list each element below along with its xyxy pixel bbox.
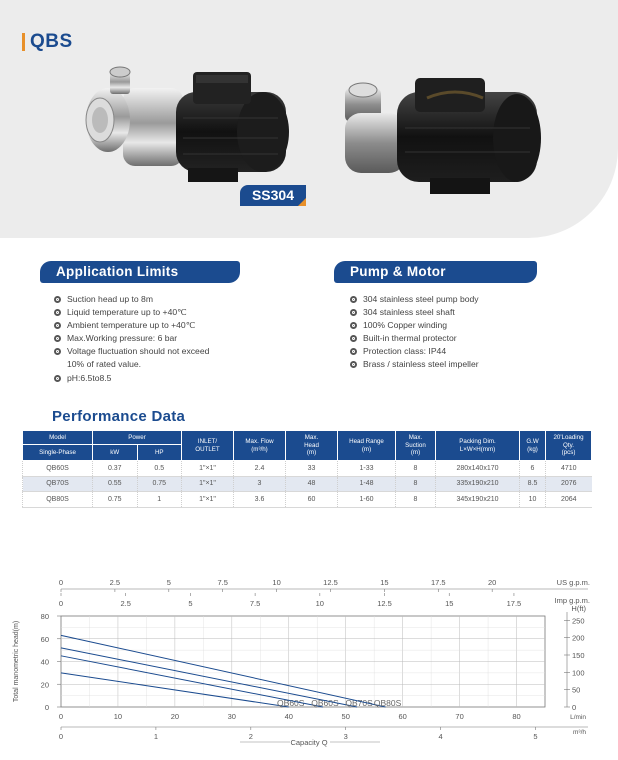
bullet-icon	[54, 335, 61, 342]
header-phase: Single-Phase	[23, 445, 93, 461]
header-head-range: Head Range (m)	[338, 431, 396, 461]
performance-chart	[0, 575, 618, 760]
y-tick-label: 80	[40, 612, 49, 621]
header-inlet: INLET/ OUTLET	[182, 431, 234, 461]
m3h-tick-label: 5	[533, 732, 538, 741]
table-cell: QB60S	[23, 461, 93, 477]
page-title	[22, 31, 73, 53]
header-model: Model	[23, 431, 93, 445]
lmin-unit: L/min	[570, 714, 586, 721]
usgpm-tick-label: 15	[380, 578, 389, 587]
list-item: Voltage fluctuation should not exceed	[54, 345, 294, 358]
bullet-icon	[350, 296, 357, 303]
bullet-icon	[54, 348, 61, 355]
list-item: Liquid temperature up to +40℃	[54, 306, 294, 319]
table-cell: 4710	[546, 461, 592, 477]
pump-motor-heading: Pump & Motor	[334, 261, 537, 283]
table-cell: 8	[396, 461, 436, 477]
table-cell: 3.6	[234, 492, 286, 508]
pump-motor-list	[350, 293, 590, 372]
bullet-icon	[54, 309, 61, 316]
series-label: QB60S	[277, 698, 305, 708]
list-item: 304 stainless steel shaft	[350, 306, 590, 319]
usgpm-tick-label: 0	[58, 578, 64, 587]
table-cell: 1"×1"	[182, 492, 234, 508]
title-text: QBS	[30, 31, 73, 52]
table-cell: 335x190x210	[436, 476, 520, 492]
m3h-unit: m³/h	[573, 729, 586, 736]
table-cell: 8.5	[520, 476, 546, 492]
table-cell: 0.55	[93, 476, 138, 492]
table-cell: 2.4	[234, 461, 286, 477]
table-cell: 3	[234, 476, 286, 492]
table-cell: 0.75	[93, 492, 138, 508]
list-item: pH:6.5to8.5	[54, 372, 294, 385]
impgpm-tick-label: 17.5	[506, 599, 522, 608]
table-cell: 2064	[546, 492, 592, 508]
pump-image-right	[335, 68, 545, 208]
lmin-tick-label: 30	[227, 712, 236, 721]
right-tick-label: 250	[572, 616, 585, 626]
header-head: Max. Head (m)	[286, 431, 338, 461]
impgpm-tick-label: 10	[315, 599, 324, 608]
impgpm-tick-label: 7.5	[249, 599, 261, 608]
lmin-tick-label: 50	[341, 712, 350, 721]
lmin-tick-label: 70	[455, 712, 464, 721]
table-cell: 33	[286, 461, 338, 477]
lmin-tick-label: 80	[512, 712, 521, 721]
y-tick-label: 0	[44, 703, 49, 712]
list-item: Brass / stainless steel impeller	[350, 358, 590, 371]
bullet-icon	[350, 309, 357, 316]
usgpm-tick-label: 20	[488, 578, 497, 587]
table-cell: 8	[396, 492, 436, 508]
usgpm-tick-label: 17.5	[430, 578, 446, 587]
table-cell: 1	[137, 492, 182, 508]
right-tick-label: 100	[572, 668, 585, 678]
list-item: Built-in thermal protector	[350, 332, 590, 345]
table-cell: 1-60	[338, 492, 396, 508]
header-suction: Max. Suction (m)	[396, 431, 436, 461]
impgpm-tick-label: 0	[58, 599, 64, 608]
y-axis-label: Total manometric head(m)	[13, 620, 20, 703]
application-limits-list	[54, 293, 294, 385]
header-gw: G.W (kg)	[520, 431, 546, 461]
table-cell: 10	[520, 492, 546, 508]
m3h-tick-label: 1	[153, 732, 158, 741]
header-power: Power	[93, 431, 182, 445]
right-tick-label: 50	[572, 685, 581, 695]
header-packing: Packing Dim. L×W×H(mm)	[436, 431, 520, 461]
application-limits-heading: Application Limits	[40, 261, 240, 283]
usgpm-tick-label: 7.5	[217, 578, 228, 587]
m3h-tick-label: 0	[58, 732, 64, 741]
usgpm-unit: US g.p.m.	[556, 578, 590, 587]
header-kw: kW	[93, 445, 138, 461]
impgpm-tick-label: 15	[445, 599, 454, 608]
table-cell: 6	[520, 461, 546, 477]
series-line-qb80s	[61, 635, 386, 707]
bullet-icon	[350, 348, 357, 355]
table-cell: 280x140x170	[436, 461, 520, 477]
table-cell: QB70S	[23, 476, 93, 492]
lmin-tick-label: 40	[284, 712, 293, 721]
table-cell: 48	[286, 476, 338, 492]
usgpm-tick-label: 2.5	[109, 578, 121, 587]
bullet-icon	[54, 322, 61, 329]
table-cell: QB80S	[23, 492, 93, 508]
usgpm-tick-label: 12.5	[323, 578, 338, 587]
list-item: Suction head up to 8m	[54, 293, 294, 306]
impgpm-tick-label: 2.5	[120, 599, 131, 608]
right-axis-unit: H(ft)	[571, 604, 586, 613]
y-tick-label: 20	[40, 680, 49, 690]
table-cell: 0.37	[93, 461, 138, 477]
table-cell: 1-48	[338, 476, 396, 492]
series-label: QB70S	[345, 698, 373, 708]
bullet-icon	[54, 375, 61, 382]
series-line-qb60s	[61, 656, 323, 707]
table-row	[23, 492, 592, 508]
bullet-icon	[350, 335, 357, 342]
table-cell: 1"×1"	[182, 476, 234, 492]
bullet-icon	[54, 296, 61, 303]
header-flow: Max. Flow (m³/h)	[234, 431, 286, 461]
header-hp: HP	[137, 445, 182, 461]
performance-title: Performance Data	[52, 408, 186, 425]
table-cell: 60	[286, 492, 338, 508]
m3h-tick-label: 4	[438, 732, 443, 741]
table-cell: 1"×1"	[182, 461, 234, 477]
lmin-tick-label: 0	[58, 712, 64, 721]
list-item: Max.Working pressure: 6 bar	[54, 332, 294, 345]
m3h-tick-label: 2	[248, 732, 253, 741]
list-item: Protection class: IP44	[350, 345, 590, 358]
series-line-qb70s	[61, 648, 357, 707]
impgpm-unit: Imp g.p.m.	[554, 596, 590, 605]
table-row	[23, 461, 592, 477]
table-cell: 345x190x210	[436, 492, 520, 508]
table-cell: 8	[396, 476, 436, 492]
table-cell: 2076	[546, 476, 592, 492]
y-tick-label: 40	[40, 657, 49, 667]
table-row	[23, 476, 592, 492]
table-cell: 0.5	[137, 461, 182, 477]
table-cell: 1-33	[338, 461, 396, 477]
material-badge: SS304	[240, 185, 306, 206]
x-axis-label: Capacity Q	[290, 738, 328, 747]
bullet-icon	[350, 322, 357, 329]
lmin-tick-label: 60	[398, 712, 407, 721]
list-item: 304 stainless steel pump body	[350, 293, 590, 306]
impgpm-tick-label: 12.5	[377, 599, 392, 608]
list-item-continuation: 10% of rated value.	[67, 359, 142, 370]
performance-table	[22, 430, 592, 508]
table-cell: 0.75	[137, 476, 182, 492]
title-accent-bar	[22, 33, 25, 51]
lmin-tick-label: 10	[113, 712, 123, 721]
right-tick-label: 150	[572, 651, 585, 660]
m3h-tick-label: 3	[343, 732, 348, 741]
lmin-tick-label: 20	[170, 712, 180, 721]
usgpm-tick-label: 10	[272, 578, 281, 587]
list-item: 100% Copper winding	[350, 319, 590, 332]
series-label: QB80S	[373, 698, 402, 708]
impgpm-tick-label: 5	[188, 599, 193, 608]
series-label: QB60S	[311, 698, 339, 708]
y-tick-label: 60	[40, 634, 49, 644]
right-tick-label: 200	[572, 633, 585, 643]
list-item: Ambient temperature up to +40℃	[54, 319, 294, 332]
header-qty: 20'Loading Qty. (pcs)	[546, 431, 592, 461]
usgpm-tick-label: 5	[166, 578, 171, 587]
bullet-icon	[350, 361, 357, 368]
right-tick-label: 0	[572, 703, 577, 712]
